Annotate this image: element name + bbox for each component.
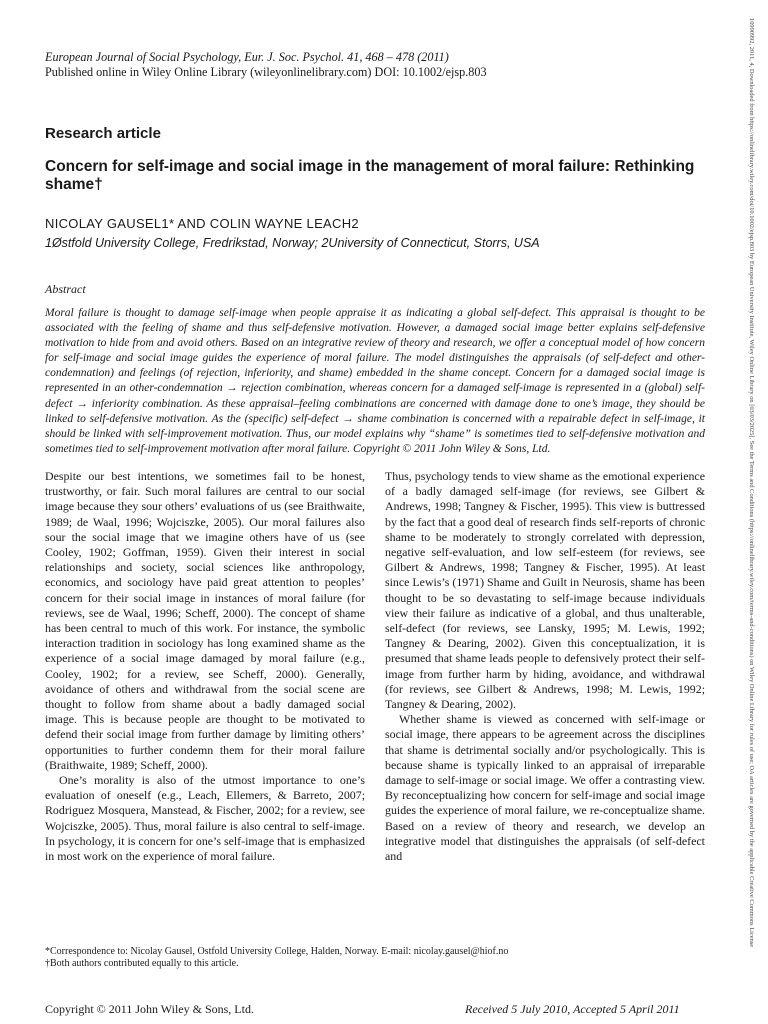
doi-line: Published online in Wiley Online Library (wileyonlinelibrary.com) DOI: 10.1002/ejsp.803 <box>45 65 487 79</box>
author-list: NICOLAY GAUSEL1* AND COLIN WAYNE LEACH2 <box>45 216 359 231</box>
correspondence-note: *Correspondence to: Nicolay Gausel, Ostfold University College, Halden, Norway. E-mail: nicolay.gausel@hiof.no <box>45 946 509 957</box>
body-column-left <box>45 469 365 864</box>
paragraph: Thus, psychology tends to view shame as the emotional experience of a badly damaged self-image (for reviews, see Gilbert & Andrews, 1998; Tangney & Fischer, 1995). This view is buttressed by the fact that a good deal of research finds self-reports of chronic shame to be moderately to strongly correlated with depression, negative self-evaluation, and low self-esteem (for reviews, see Gilbert & Andrews, 1998; Tangney & Fischer, 1995). At least since Lewis’s (1971) Shame and Guilt in Neurosis, shame has been thought to be so devastating to self-image because individuals view their failure as indicative of a global, and thus unalterable, self-defect (for reviews, see Lansky, 1995; M. Lewis, 1992; Tangney & Dearing, 2002). Given this conceptualization, it is presumed that shame leads people to defensively protect their self-image from further harm by hiding, avoidance, and withdrawal (for reviews, see Gilbert & Andrews, 1998; M. Lewis, 1992; Tangney & Dearing, 2002). <box>385 469 705 712</box>
copyright-footer: Copyright © 2011 John Wiley & Sons, Ltd. <box>45 1002 254 1016</box>
body-column-right <box>385 469 705 864</box>
download-watermark: 10990992, 2011, 4, Downloaded from https://onlinelibrary.wiley.com/doi/10.1002/ejsp.803 by European University Institute, Wiley Online Library on [03/03/2025]. See the Terms and Conditions (https://onlinelibrary.wiley.com/terms-and-conditions) on Wiley Online Library for rules of use; OA articles are governed by the applicable Creative Commons License <box>748 18 755 948</box>
article-type: Research article <box>45 125 161 142</box>
received-dates: Received 5 July 2010, Accepted 5 April 2011 <box>465 1002 680 1016</box>
paragraph: One’s morality is also of the utmost importance to one’s evaluation of oneself (e.g., Leach, Ellemers, & Barreto, 2007; Rodriguez Mosquera, Manstead, & Fischer, 2002; for a review, see Wojciszke, 2005). Thus, moral failure is also central to self-image. In psychology, it is concern for one’s self-image that is emphasized in most work on the experience of moral failure. <box>45 773 365 864</box>
abstract-heading: Abstract <box>45 282 86 296</box>
footnotes <box>45 946 508 970</box>
paragraph: Despite our best intentions, we sometimes fail to be honest, trustworthy, or fair. Such moral failures are central to our social image because they sour others’ evaluations of us (see Braithwaite, 1989; de Waal, 1996; Wojciszke, 2005). Our moral failures also sour the social image that we imagine others have of us (see Cooley, 1902; Goffman, 1959). Given their interest in social relationships and society, social sciences like anthropology, economics, and sociology have paid great attention to peoples’ concern for their social image in instances of moral failure (for reviews, see de Waal, 1996; Scheff, 2000). The concept of shame has been central to much of this work. For instance, the symbolic interaction tradition in sociology has long examined shame as the experience of a social image damaged by moral failure (e.g., Cooley, 1902; for a review, see Scheff, 2000). Generally, avoidance of others and withdrawal from the social scene are thought to follow from shame about a badly damaged social image. This is because people are thought to be motivated to defend their social image from further damage by limiting others’ opportunities to further condemn them for their moral failure (Braithwaite, 1989; Scheff, 2000). <box>45 469 365 772</box>
abstract-text: Moral failure is thought to damage self-image when people appraise it as indicating a global self-defect. This appraisal is thought to be associated with the feeling of shame and thus self-defensive motivation. However, a damaged social image better explains self-defensive motivation to hide from and avoid others. Based on an integrative review of theory and research, we offer a conceptual model of how concern for self-image and social image guides the experience of moral failure. The model distinguishes the appraisals (of self-defect and other-condemnation) and feelings (of rejection, inferiority, and shame) embedded in the shame concept. Concern for a damaged social image is represented in an other-condemnation → rejection combination, whereas concern for a damaged self-image is represented in a (global) self-defect → inferiority combination. As these appraisal–feeling combinations are concerned with damage done to one’s image, they should be linked to self-defensive motivation. As the (specific) self-defect → shame combination is concerned with a repairable defect in self-image, it should be linked with self-improvement motivation. Thus, our model explains why “shame” is sometimes tied to self-defensive motivation and sometimes tied to self-improvement motivation after moral failure. Copyright © 2011 John Wiley & Sons, Ltd. <box>45 307 705 455</box>
paragraph: Whether shame is viewed as concerned with self-image or social image, there appears to be agreement across the disciplines that shame is detrimental socially and/or psychologically. This is because shame is typically linked to an appraisal of irreparable damage to self-image or social image. We offer a contrasting view. By reconceptualizing how concern for self-image and social image guides the experience of moral failure, we re-conceptualize shame. Based on a review of theory and research, we develop an integrative model that distinguishes the appraisals (of self-defect and <box>385 712 705 864</box>
journal-header <box>45 50 665 80</box>
affiliations: 1Østfold University College, Fredrikstad, Norway; 2University of Connecticut, Storrs, USA <box>45 236 540 250</box>
article-title: Concern for self-image and social image in the management of moral failure: Rethinking shame† <box>45 158 695 193</box>
journal-citation: European Journal of Social Psychology, Eur. J. Soc. Psychol. 41, 468 – 478 (2011) <box>45 50 449 64</box>
equal-contribution-note: †Both authors contributed equally to this article. <box>45 958 239 969</box>
